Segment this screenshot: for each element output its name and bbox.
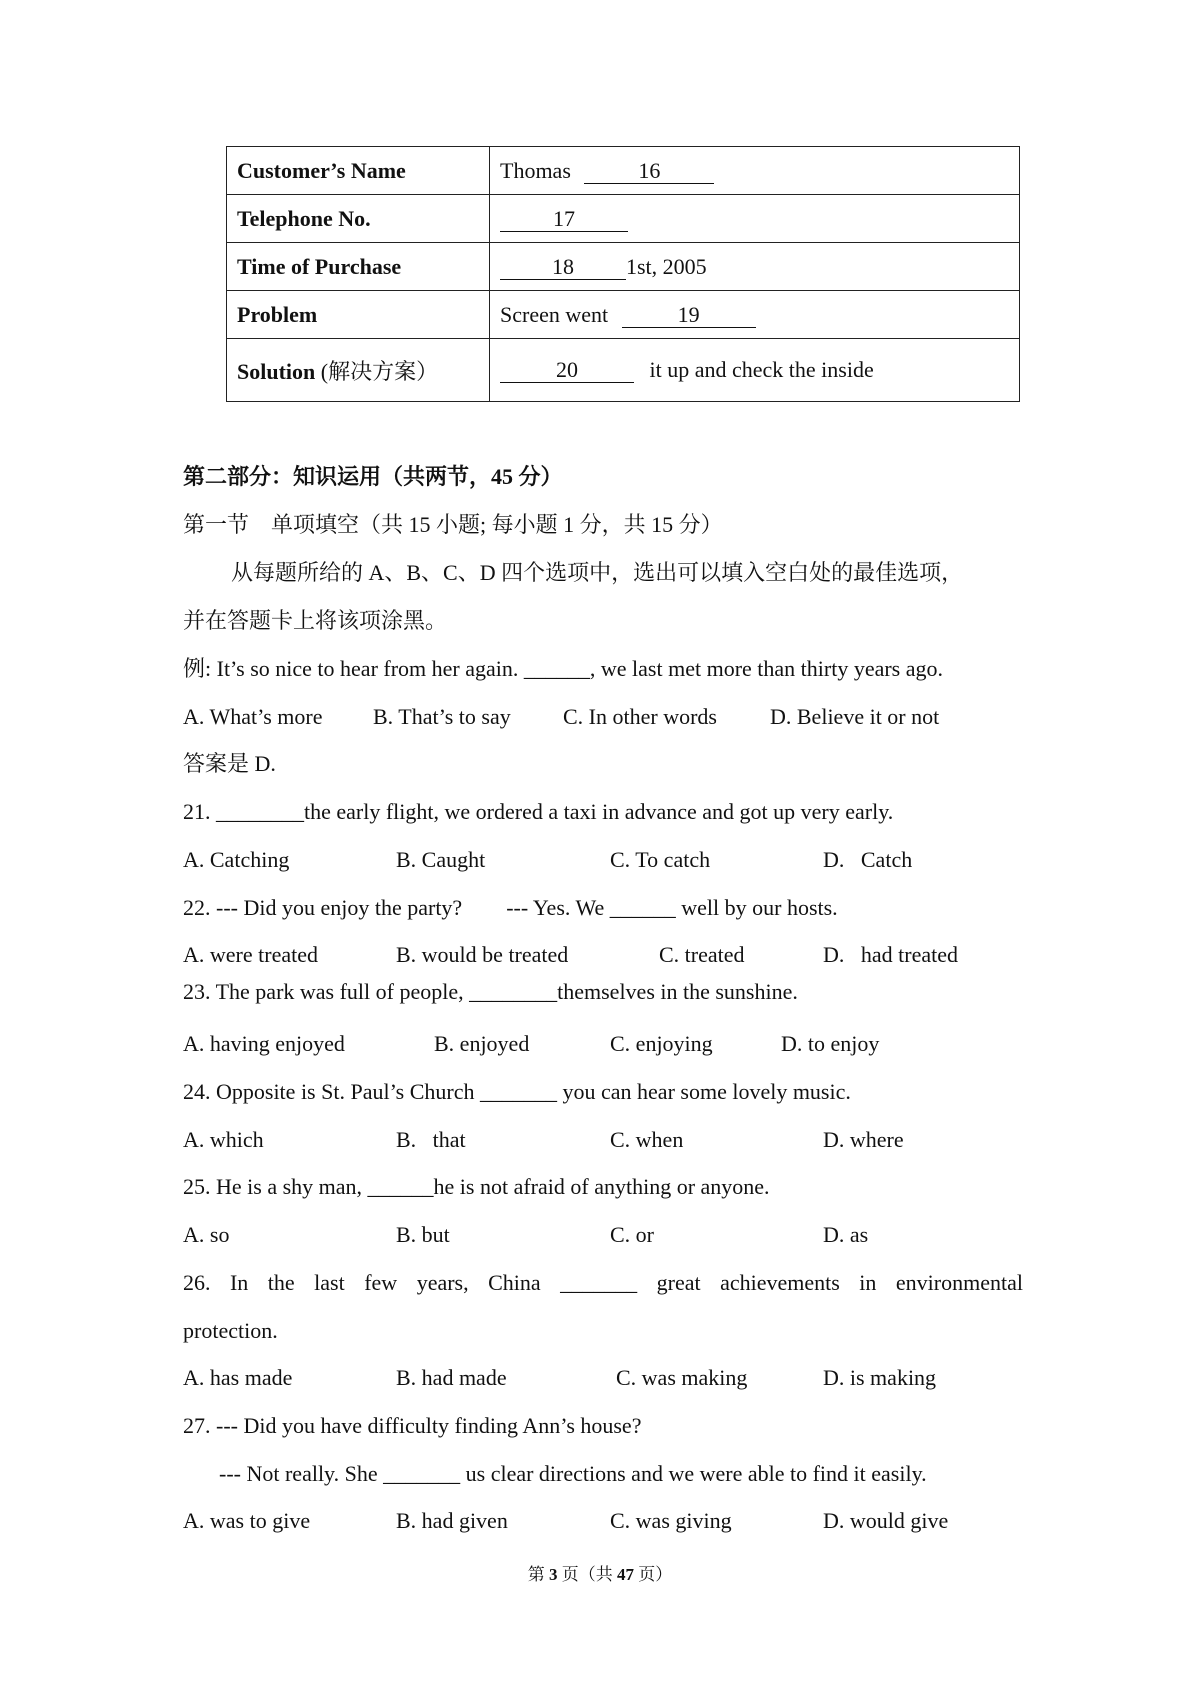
row-value [490,339,1020,402]
row-label [227,339,490,402]
q26-option-c: C. was making [616,1365,748,1390]
part2-heading: 第二部分：知识运用（共两节，45 分） [183,464,563,489]
question-27-cont: --- Not really. She _______ us clear directions and we were able to find it easily. [219,1461,927,1486]
q21-option-a: A. Catching [183,847,290,872]
q22-option-d: D. had treated [823,942,958,967]
q23-option-c: C. enjoying [610,1031,713,1056]
q26-word: _______ [560,1270,638,1295]
solution-label: Solution [237,358,316,384]
total-pages: 47 [617,1565,634,1584]
example-option-d: D. Believe it or not [770,704,940,729]
row-label: Customer’s Name [227,147,490,195]
question-24: 24. Opposite is St. Paul’s Church _______ you can hear some lovely music. [183,1079,851,1104]
question-21: 21. ________the early flight, we ordered a taxi in advance and got up very early. [183,799,894,824]
q22-option-a: A. were treated [183,942,318,967]
q24-option-c: C. when [610,1127,684,1152]
question-22: 22. --- Did you enjoy the party? --- Yes. We ______ well by our hosts. [183,895,838,920]
q25-option-b: B. but [396,1222,450,1247]
q24-option-b: B. that [396,1127,466,1152]
row-value [490,195,1020,243]
answer-blank-20: 20 [500,358,634,383]
q26-word: last [314,1270,345,1295]
example-question: 例: It’s so nice to hear from her again. ______, we last met more than thirty years ago. [183,656,944,681]
page-footer [0,1560,1200,1585]
value-suffix: it up and check the inside [649,357,874,382]
instruction-line-1: 从每题所给的 A、B、C、D 四个选项中，选出可以填入空白处的最佳选项， [231,560,964,585]
q26-word: years, [416,1270,469,1295]
q21-option-d: D. Catch [823,847,913,872]
q26-word: achievements [720,1270,840,1295]
q24-option-a: A. which [183,1127,264,1152]
question-26-cont: protection. [183,1318,278,1343]
row-label: Time of Purchase [227,243,490,291]
row-value [490,243,1020,291]
q26-word: few [364,1270,398,1295]
q27-option-d: D. would give [823,1508,949,1533]
q26-option-b: B. had made [396,1365,507,1390]
answer-blank-16: 16 [584,159,714,184]
example-option-b: B. That’s to say [373,704,511,729]
table-row [227,147,1020,195]
footer-pre: 第 [527,1565,545,1584]
row-label: Problem [227,291,490,339]
q23-option-b: B. enjoyed [434,1031,530,1056]
q21-option-c: C. To catch [610,847,711,872]
page-number: 3 [549,1565,558,1584]
q27-option-b: B. had given [396,1508,508,1533]
q21-option-b: B. Caught [396,847,486,872]
q26-option-a: A. has made [183,1365,293,1390]
q25-option-a: A. so [183,1222,230,1247]
footer-mid: 页（共 [561,1565,613,1584]
value-suffix: 1st, 2005 [626,253,707,279]
table-row [227,339,1020,402]
row-value [490,291,1020,339]
q26-word: in [859,1270,877,1295]
table-row [227,243,1020,291]
q22-option-b: B. would be treated [396,942,569,967]
q26-word: environmental [895,1270,1023,1295]
table-row [227,195,1020,243]
footer-post: 页） [638,1565,673,1584]
q23-option-a: A. having enjoyed [183,1031,345,1056]
answer-blank-19: 19 [622,303,756,328]
answer-blank-17: 17 [500,207,628,232]
customer-info-table [226,146,1020,402]
question-27: 27. --- Did you have difficulty finding Ann’s house? [183,1413,642,1438]
q26-word: China [488,1270,541,1295]
q27-option-c: C. was giving [610,1508,732,1533]
value-prefix: Thomas [500,157,571,183]
row-label: Telephone No. [227,195,490,243]
q27-option-a: A. was to give [183,1508,311,1533]
value-prefix: Screen went [500,301,609,327]
instruction-line-2: 并在答题卡上将该项涂黑。 [183,608,448,633]
q23-option-d: D. to enjoy [781,1031,880,1056]
q26-word: 26. [183,1270,211,1295]
q26-word: great [656,1270,701,1295]
table-row [227,291,1020,339]
q25-option-c: C. or [610,1222,654,1247]
q26-word: the [267,1270,295,1295]
question-23: 23. The park was full of people, ________themselves in the sunshine. [183,979,798,1004]
q25-option-d: D. as [823,1222,869,1247]
row-value [490,147,1020,195]
example-answer: 答案是 D. [183,751,276,776]
section1-heading: 第一节 单项填空（共 15 小题; 每小题 1 分，共 15 分） [183,512,723,537]
q26-option-d: D. is making [823,1365,937,1390]
q24-option-d: D. where [823,1127,904,1152]
question-25: 25. He is a shy man, ______he is not afraid of anything or anyone. [183,1174,770,1199]
example-option-a: A. What’s more [183,704,323,729]
example-option-c: C. In other words [563,704,717,729]
question-26 [183,1269,1023,1297]
q26-word: In [229,1270,249,1295]
answer-blank-18: 18 [500,255,626,280]
solution-label-cn: (解决方案） [320,358,439,384]
q22-option-c: C. treated [659,942,745,967]
